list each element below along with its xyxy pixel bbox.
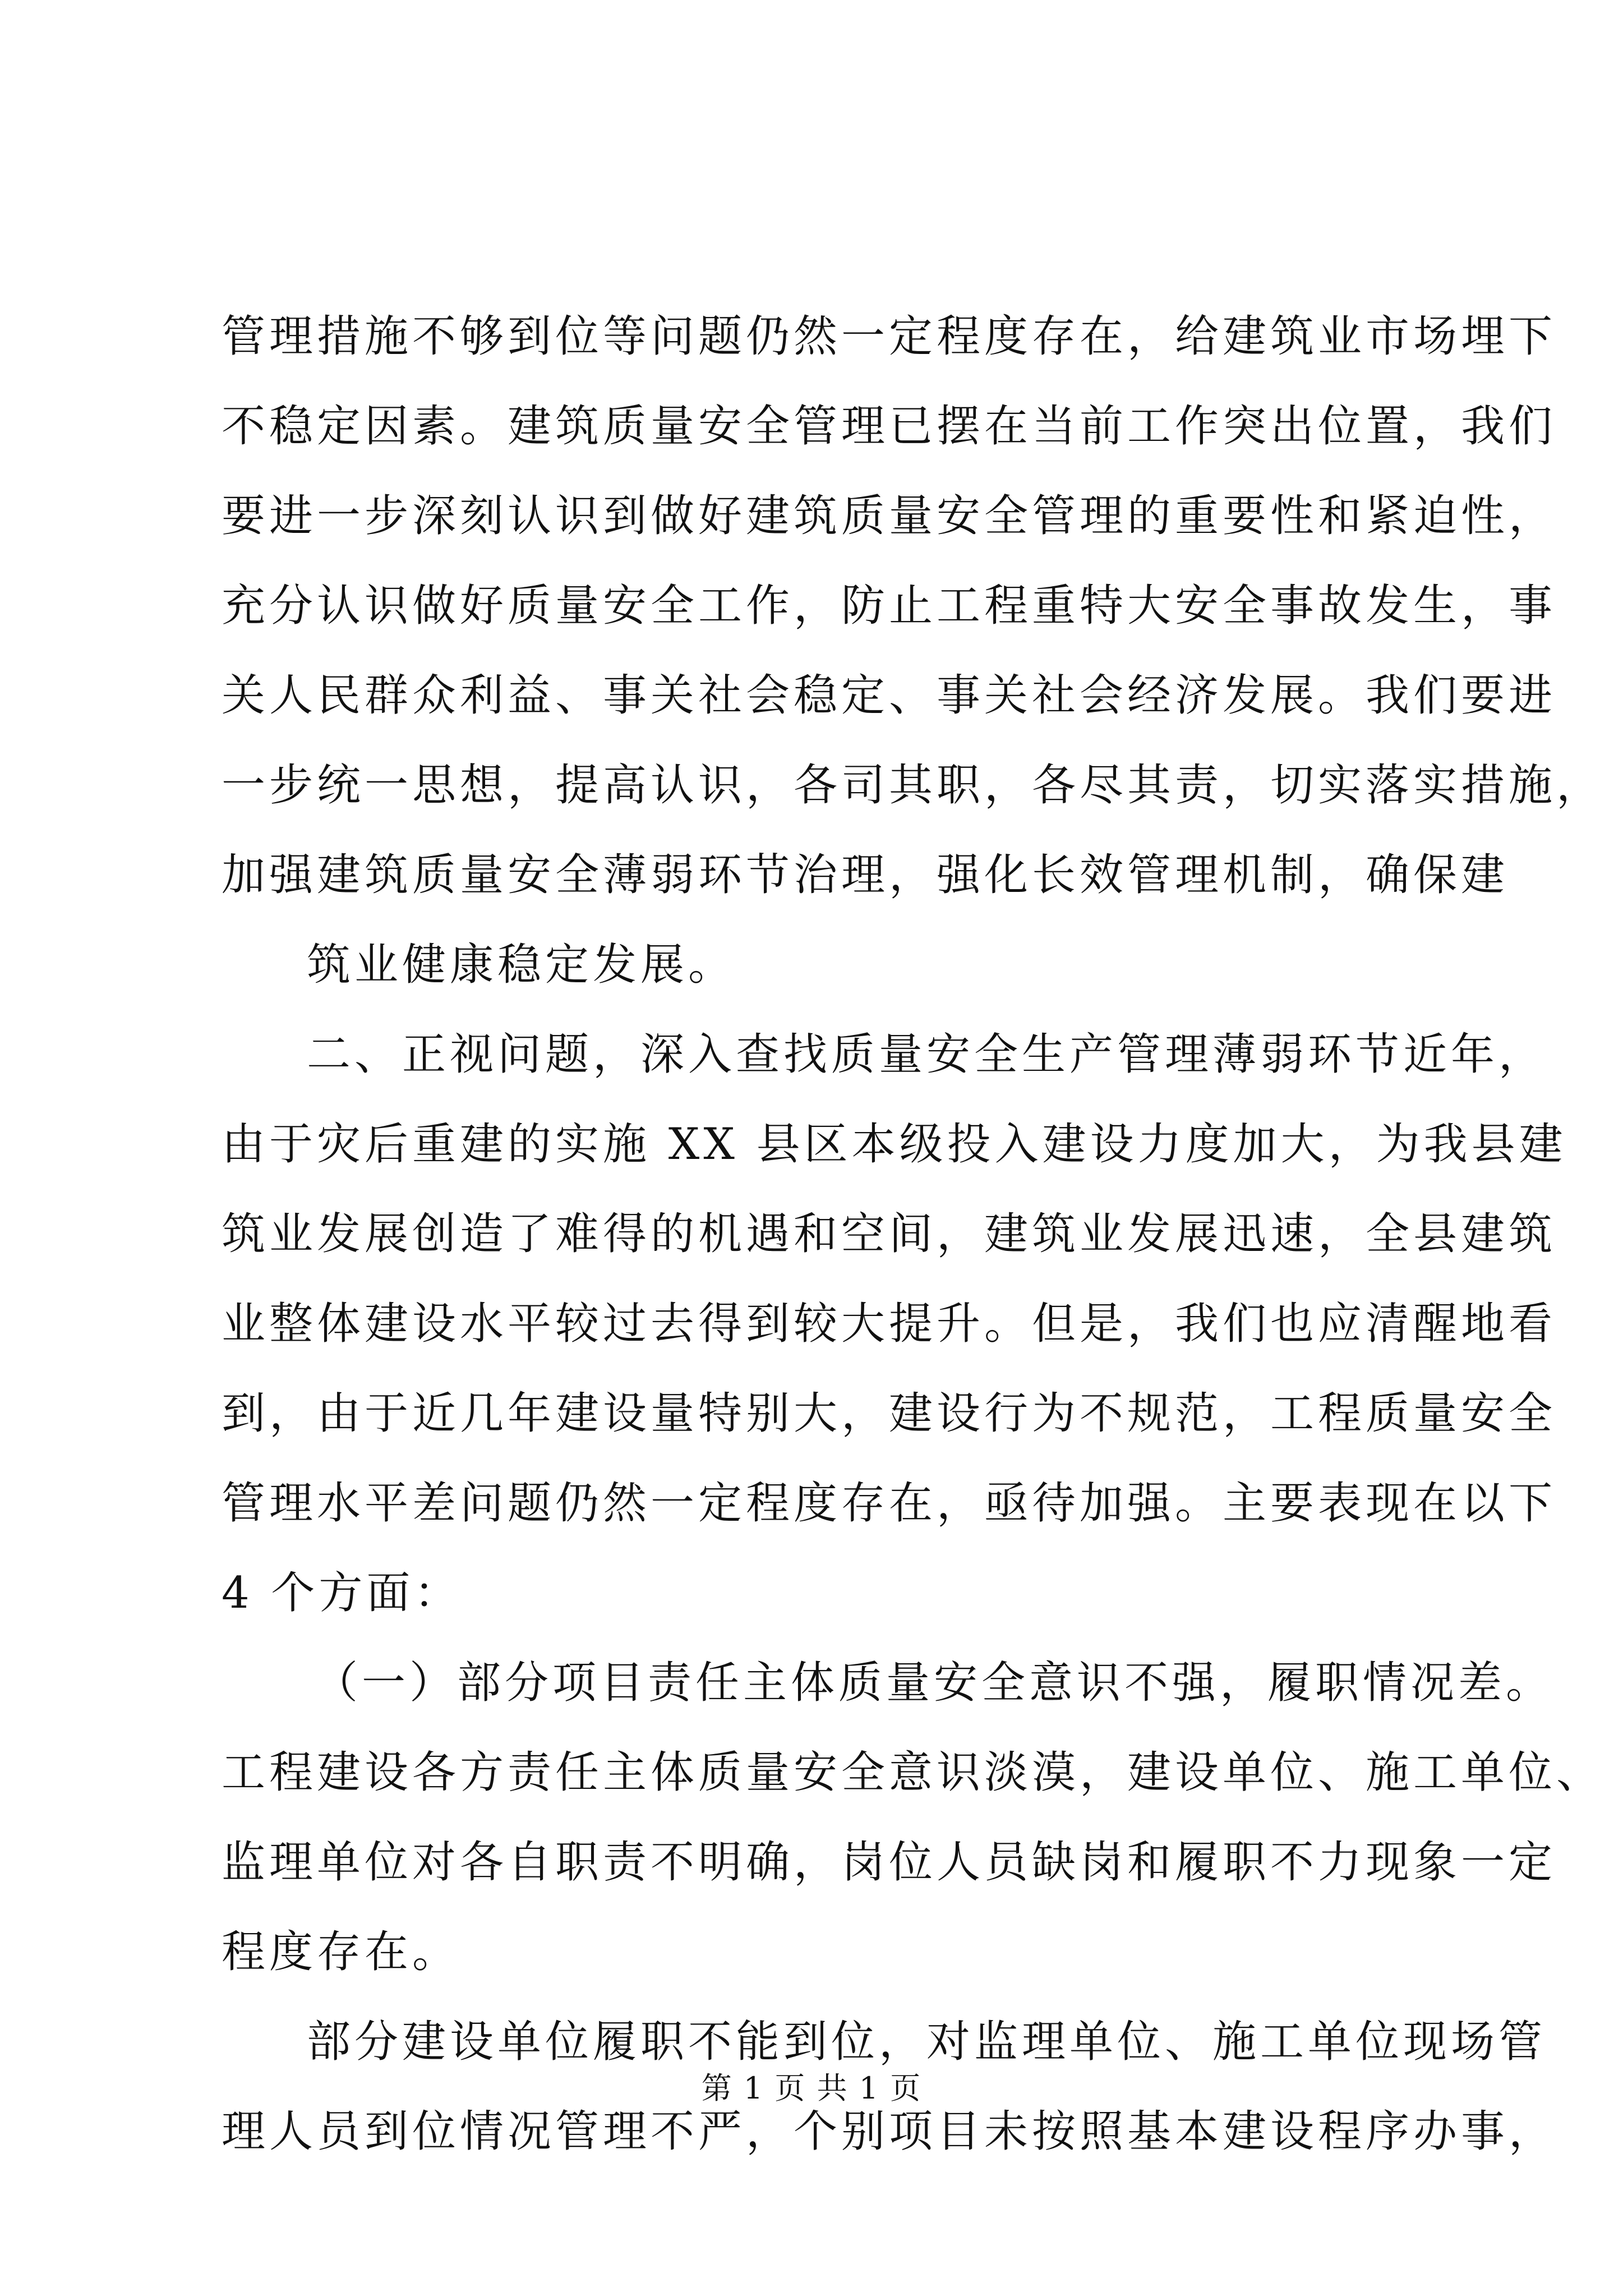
document-body (222, 292, 1604, 2177)
text-line: 不稳定因素。建筑质量安全管理已摆在当前工作突出位置，我们 (222, 401, 1557, 452)
text-line: 管理水平差问题仍然一定程度存在，亟待加强。主要表现在以下 (222, 1478, 1557, 1529)
text-line: 理人员到位情况管理不严，个别项目未按照基本建设程序办事， (222, 2106, 1557, 2157)
text-line: 管理措施不够到位等问题仍然一定程度存在，给建筑业市场埋下 (222, 311, 1557, 362)
text-line: 关人民群众利益、事关社会稳定、事关社会经济发展。我们要进 (222, 670, 1557, 721)
text-line: 由于灾后重建的实施 XX 县区本级投入建设力度加大，为我县建 (222, 1119, 1567, 1170)
text-line: 工程建设各方责任主体质量安全意识淡漠，建设单位、施工单位、 (222, 1747, 1604, 1798)
text-line: 部分建设单位履职不能到位，对监理单位、施工单位现场管 (307, 2017, 1547, 2067)
text-line: 程度存在。 (222, 1927, 460, 1977)
text-line: （一）部分项目责任主体质量安全意识不强，履职情况差。 (314, 1658, 1554, 1708)
text-line: 监理单位对各自职责不明确，岗位人员缺岗和履职不力现象一定 (222, 1837, 1557, 1888)
text-line: 到，由于近几年建设量特别大，建设行为不规范，工程质量安全 (222, 1388, 1557, 1439)
text-line: 充分认识做好质量安全工作，防止工程重特大安全事故发生，事 (222, 581, 1557, 631)
text-line: 业整体建设水平较过去得到较大提升。但是，我们也应清醒地看 (222, 1299, 1557, 1349)
text-line: 筑业健康稳定发展。 (307, 940, 736, 990)
text-line: 要进一步深刻认识到做好建筑质量安全管理的重要性和紧迫性， (222, 491, 1557, 541)
text-line: 二、正视问题，深入查找质量安全生产管理薄弱环节近年， (307, 1029, 1547, 1080)
text-line: 4 个方面： (222, 1568, 462, 1618)
text-line: 筑业发展创造了难得的机遇和空间，建筑业发展迅速，全县建筑 (222, 1209, 1557, 1259)
text-line: 加强建筑质量安全薄弱环节治理，强化长效管理机制，确保建 (222, 850, 1509, 900)
page-number-footer: 第 1 页 共 1 页 (701, 2070, 922, 2106)
text-line: 一步统一思想，提高认识，各司其职，各尽其责，切实落实措施， (222, 760, 1604, 811)
